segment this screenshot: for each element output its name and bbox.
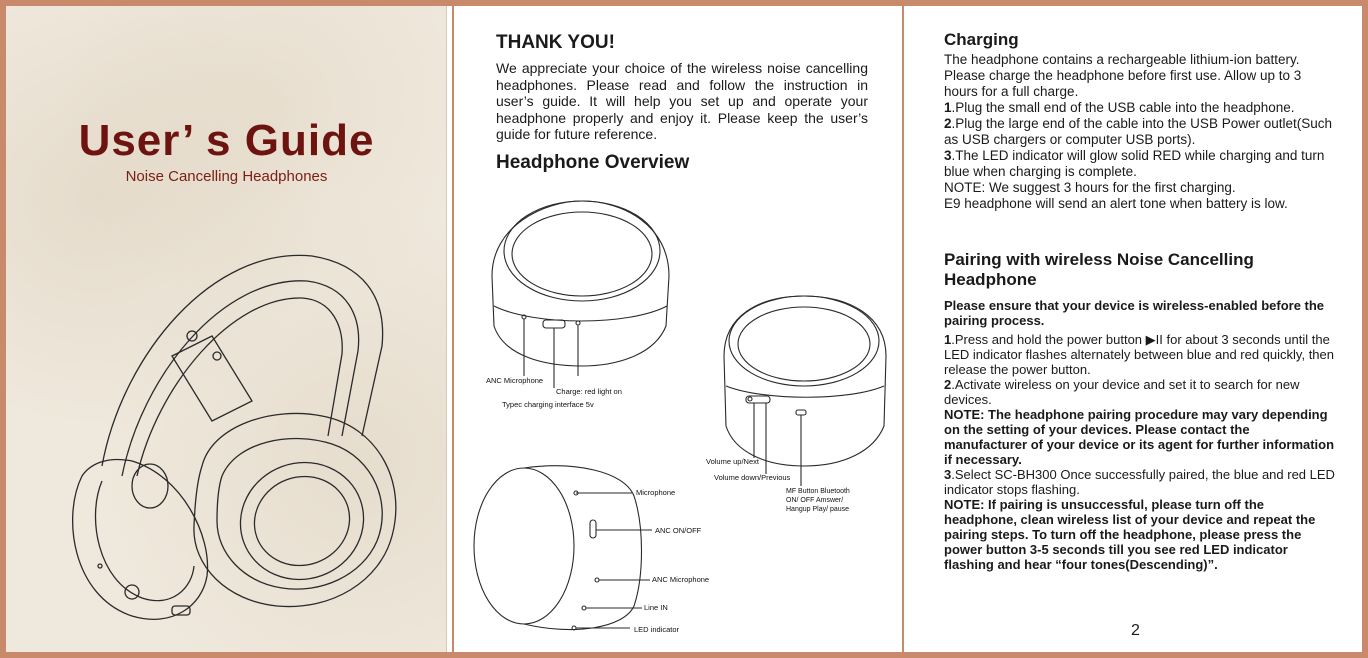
pairing-step-2 (944, 377, 1336, 407)
charging-alert: E9 headphone will send an alert tone when battery is low. (944, 196, 1288, 211)
pairing-note-2: NOTE: If pairing is unsuccessful, please turn off the headphone, clean wireless list of your device and repeat the pairing steps. To turn off the headphone, please press the power button 3-5 seconds till you see red LED indicator flashing and hear “four tones(Descending)”. (944, 497, 1316, 572)
headphones-illustration (62, 236, 402, 626)
page-frame-right (1362, 0, 1368, 658)
thank-you-text: We appreciate your choice of the wireless noise cancelling headphones. Please read and follow the instruction in user’s guide. It will help you set up and operate your headphone properly and enjoy it. Please keep the user’s guide for future reference. (496, 60, 868, 142)
pairing-body (944, 298, 1336, 572)
overview-panel (452, 6, 904, 652)
charging-step-3 (944, 148, 1336, 180)
pairing-step-2-number: 2 (944, 377, 952, 392)
charging-step-2-number: 2 (944, 116, 952, 131)
label-anc-microphone: ANC Microphone (486, 376, 544, 385)
charging-intro: The headphone contains a rechargeable lithium-ion battery. Please charge the headphone before first use. Allow up to 3 hours for a full charge. (944, 52, 1302, 99)
thank-you-heading: THANK YOU! (496, 32, 615, 53)
page-number: 2 (1131, 622, 1140, 639)
label-line-in: Line IN (644, 603, 668, 612)
pairing-heading: Pairing with wireless Noise Cancelling Headphone (944, 250, 1254, 289)
charging-step-2 (944, 116, 1336, 148)
cover-subtitle: Noise Cancelling Headphones (125, 168, 328, 185)
charging-step-3-text: .The LED indicator will glow solid RED while charging and turn blue when charging is complete. (944, 148, 1325, 179)
pairing-step-1-number: 1 (944, 332, 952, 347)
label-typec: Typec charging interface 5v (502, 400, 594, 409)
pairing-step-2-text: .Activate wireless on your device and set it to search for new devices. (944, 377, 1300, 407)
label-mf-button: MF Button Bluetooth ON/ OFF Amswer/ Hangup Play/ pause (786, 488, 850, 513)
page-frame-bottom (0, 652, 1368, 658)
charging-body (944, 52, 1336, 212)
pairing-note-1: NOTE: The headphone pairing procedure may vary depending on the setting of your devices. Please contact the manufacturer of your device or its agent for further information if necessary. (944, 407, 1335, 467)
pairing-ensure: Please ensure that your device is wireless-enabled before the pairing process. (944, 298, 1325, 328)
charging-step-1-number: 1 (944, 100, 952, 115)
charging-pairing-panel (906, 6, 1362, 652)
pairing-step-3 (944, 467, 1336, 497)
charging-note: NOTE: We suggest 3 hours for the first charging. (944, 180, 1236, 195)
charging-step-2-text: .Plug the large end of the cable into the USB Power outlet(Such as USB chargers or computer USB ports). (944, 116, 1333, 147)
pairing-step-1 (944, 332, 1336, 377)
label-microphone: Microphone (636, 488, 676, 497)
charging-heading: Charging (944, 30, 1019, 49)
label-charge-light: Charge: red light on (556, 387, 622, 396)
pairing-step-3-number: 3 (944, 467, 952, 482)
charging-step-3-number: 3 (944, 148, 952, 163)
cover-panel (6, 6, 447, 652)
pairing-step-1-text: .Press and hold the power button ▶II for about 3 seconds until the LED indicator flashes alternately between blue and red quickly, then release the power button. (944, 332, 1334, 377)
overview-heading: Headphone Overview (496, 152, 690, 173)
cover-title: User’ s Guide (78, 116, 375, 165)
label-led-indicator: LED indicator (634, 625, 680, 634)
label-anc-onoff: ANC ON/OFF (655, 526, 702, 535)
charging-step-1 (944, 100, 1336, 116)
charging-step-1-text: .Plug the small end of the USB cable into the headphone. (951, 100, 1295, 115)
pairing-step-3-text: .Select SC-BH300 Once successfully paired, the blue and red LED indicator stops flashing. (944, 467, 1335, 497)
label-volume-down: Volume down/Previous (714, 473, 791, 482)
label-anc-microphone-2: ANC Microphone (652, 575, 710, 584)
label-volume-up: Volume up/Next (706, 457, 759, 466)
